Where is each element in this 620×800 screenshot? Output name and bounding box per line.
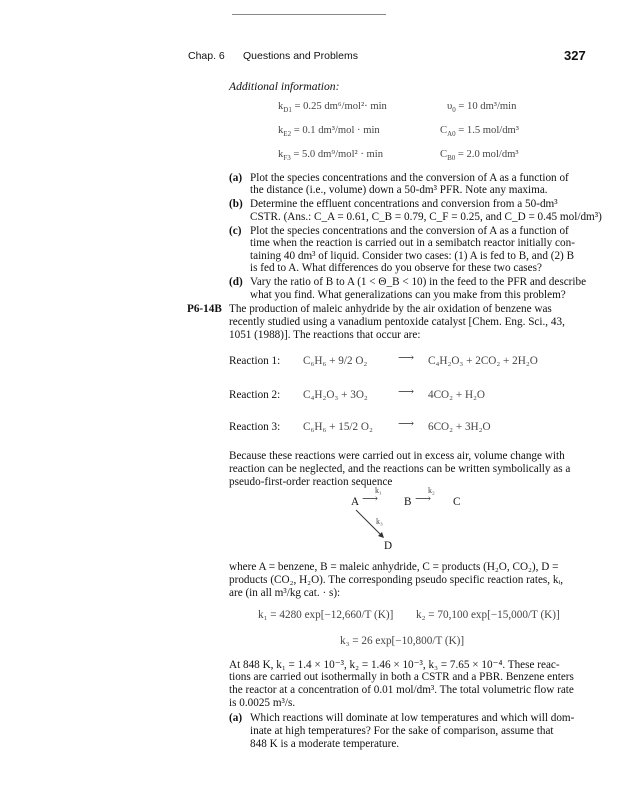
part-c-line2: time when the reaction is carried out in a semibatch reactor initially con- — [250, 237, 575, 249]
rate-k3: k₃ = 26 exp[−10,800/T (K)] — [340, 635, 465, 647]
at-line2: tions are carried out isothermally in both a CSTR and a PBR. Benzene enters — [229, 671, 574, 683]
scheme-arrow-ad — [354, 508, 390, 542]
problem-id: P6-14B — [187, 303, 222, 315]
because-line3: pseudo-first-order reaction sequence — [229, 476, 393, 488]
rate-k2: k₂ = 70,100 exp[−15,000/T (K)] — [416, 609, 560, 621]
part-b-line2: CSTR. (Ans.: C_A = 0.61, C_B = 0.79, C_F = 0.25, and C_D = 0.45 mol/dm³) — [250, 211, 602, 223]
because-line2: reaction can be neglected, and the reactions can be written symbolically as a — [229, 463, 571, 475]
param-v0: $\upsilon_0 = 10$ dm³/min — [447, 101, 517, 115]
scheme-node-a: A — [351, 496, 360, 508]
at-line1: At 848 K, k₁ = 1.4 × 10⁻³, k₂ = 1.46 × 10⁻³, k₃ = 7.65 × 10⁻⁴. These reac- — [229, 659, 560, 671]
part-a2-label: (a) — [229, 712, 243, 724]
top-rule — [232, 14, 386, 15]
scheme-node-b: B — [404, 496, 412, 508]
part-c-label: (c) — [229, 225, 242, 237]
reaction2-arrow: ⟶ — [398, 386, 415, 398]
part-a2-line1: Which reactions will dominate at low temperatures and which will dom- — [250, 712, 575, 724]
where-line2: products (CO₂, H₂O). The corresponding pseudo specific reaction rates, kᵢ, — [229, 574, 564, 586]
param-kF3: $k_{F3} = 5.0$ dm⁹/mol² · min — [278, 149, 384, 163]
part-a2-line2: inate at high temperatures? For the sake of comparison, assume that — [250, 725, 554, 737]
part-a-label: (a) — [229, 172, 243, 184]
where-line1: where A = benzene, B = maleic anhydride, C = products (H₂O, CO₂), D = — [229, 561, 559, 573]
part-c-line1: Plot the species concentrations and the conversion of A as a function of — [250, 225, 569, 237]
part-b-line1: Determine the effluent concentrations and conversion from a 50-dm³ — [250, 198, 558, 210]
part-a-line2: the distance (i.e., volume) down a 50-dm³ PFR. Note any maxima. — [250, 184, 548, 196]
reaction2-rhs: 4CO₂ + H₂O — [428, 389, 485, 401]
param-CB0: $C_{B0} = 2.0$ mol/dm³ — [440, 149, 519, 163]
because-line1: Because these reactions were carried out in excess air, volume change with — [229, 450, 565, 462]
reaction3-label: Reaction 3: — [229, 421, 281, 433]
scheme-k1: k₁ — [375, 486, 382, 495]
at-line3: the reactor at a concentration of 0.01 mol/dm³. The total volumetric flow rate — [229, 684, 574, 696]
scheme-node-d: D — [384, 540, 393, 552]
part-b-label: (b) — [229, 198, 243, 210]
part-c-line3: taining 40 dm³ of liquid. Consider two cases: (1) A is fed to B, and (2) B — [250, 250, 575, 262]
reaction2-label: Reaction 2: — [229, 389, 281, 401]
info-title: Additional information: — [229, 80, 340, 93]
scheme-k2: k₂ — [428, 486, 435, 495]
reaction1-arrow: ⟶ — [398, 352, 415, 364]
reaction1-label: Reaction 1: — [229, 355, 281, 367]
part-a2-line3: 848 K is a moderate temperature. — [250, 738, 400, 750]
reaction1-lhs: C₆H₆ + 9/2 O₂ — [303, 355, 368, 367]
scheme-arrow-ab: ⟶ — [362, 493, 379, 505]
param-CA0: $C_{A0} = 1.5$ mol/dm³ — [440, 125, 519, 139]
rate-k1: k₁ = 4280 exp[−12,660/T (K)] — [258, 609, 394, 621]
part-a-line1: Plot the species concentrations and the conversion of A as a function of — [250, 172, 569, 184]
chapter-label: Chap. 6 — [188, 50, 225, 62]
reaction3-lhs: C₆H₆ + 15/2 O₂ — [303, 421, 373, 433]
reaction3-arrow: ⟶ — [398, 418, 415, 430]
where-line3: are (in all m³/kg cat. · s): — [229, 587, 341, 599]
scheme-node-c: C — [453, 496, 461, 508]
part-d-line2: what you find. What generalizations can you make from this problem? — [250, 289, 566, 301]
scheme-arrow-bc: ⟶ — [415, 493, 432, 505]
at-line4: is 0.0025 m³/s. — [229, 697, 296, 709]
reaction1-rhs: C₄H₂O₃ + 2CO₂ + 2H₂O — [428, 355, 538, 367]
param-kD1: $k_{D1} = 0.25$ dm⁶/mol²· min — [278, 101, 387, 115]
param-kE2: $k_{E2} = 0.1$ dm³/mol · min — [278, 125, 380, 139]
page-number: 327 — [564, 48, 586, 63]
scheme-k3: k₃ — [376, 517, 383, 526]
section-title: Questions and Problems — [243, 50, 358, 62]
problem-line3: 1051 (1988)]. The reactions that occur are: — [229, 329, 421, 341]
reaction3-rhs: 6CO₂ + 3H₂O — [428, 421, 491, 433]
problem-line1: The production of maleic anhydride by the air oxidation of benzene was — [229, 303, 552, 315]
problem-line2: recently studied using a vanadium pentoxide catalyst [Chem. Eng. Sci., 43, — [229, 316, 565, 328]
part-d-label: (d) — [229, 276, 243, 288]
part-c-line4: is fed to A. What differences do you observe for these two cases? — [250, 262, 542, 274]
part-d-line1: Vary the ratio of B to A (1 < Θ_B < 10) in the feed to the PFR and describe — [250, 276, 587, 288]
reaction2-lhs: C₄H₂O₃ + 3O₂ — [303, 389, 368, 401]
